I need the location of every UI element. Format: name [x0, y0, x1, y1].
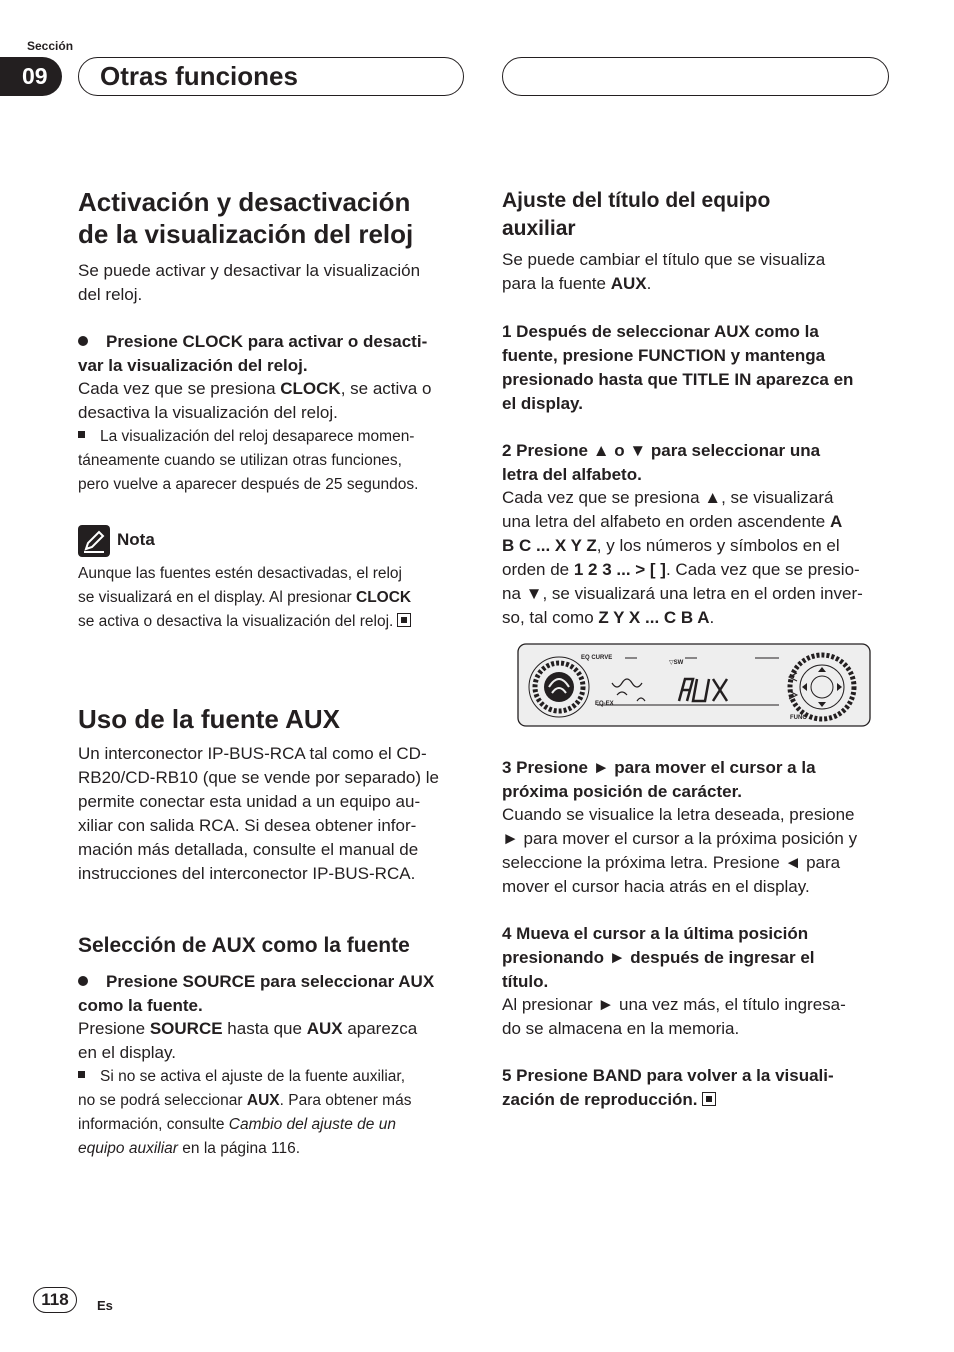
aux-line: mación más detallada, consulte el manual de	[78, 840, 419, 859]
language-code: Es	[97, 1298, 113, 1313]
title-adjust-heading	[502, 187, 902, 243]
clock-body1-post: , se activa o	[340, 379, 432, 398]
select-aux-instr-line1: Presione SOURCE para seleccionar AUX	[106, 972, 435, 991]
select-aux-body	[78, 1017, 478, 1065]
step-4-body-line: do se almacena en la memoria.	[502, 1019, 740, 1038]
select-aux-heading: Selección de AUX como la fuente	[78, 934, 410, 957]
step-4-line1: 4 Mueva el cursor a la última posición	[502, 924, 809, 943]
step-3-body-line: ► para mover el cursor a la próxima posición y	[502, 829, 858, 848]
aux-line: Un interconector IP-BUS-RCA tal como el CD-	[78, 744, 427, 763]
select-aux-instruction	[78, 970, 478, 1018]
step-3-line2: próxima posición de carácter.	[502, 782, 742, 801]
select-aux-body2: en el display.	[78, 1043, 176, 1062]
step-2	[502, 439, 902, 487]
step-4	[502, 922, 902, 994]
display-sw: ▽SW	[669, 660, 684, 666]
display-illustration	[517, 643, 871, 727]
cross-reference-link[interactable]: equipo auxiliar	[78, 1140, 178, 1157]
aux-heading: Uso de la fuente AUX	[78, 704, 340, 734]
bullet-icon	[78, 336, 88, 346]
step-4-body-line: Al presionar ► una vez más, el título ingresa-	[502, 995, 846, 1014]
step-2-bold: B C ... X Y Z	[502, 536, 597, 555]
clock-instr-line1: Presione CLOCK para activar o desacti-	[106, 332, 428, 351]
select-aux-note-text: . Para obtener más	[279, 1092, 412, 1109]
display-sw-label: SW	[673, 660, 684, 666]
square-bullet-icon	[78, 1071, 85, 1078]
step-2-bold: 1 2 3 ... > [ ]	[573, 560, 666, 579]
page-number: 118	[33, 1287, 77, 1313]
select-aux-note-text: en la página 116.	[177, 1140, 301, 1157]
aux-line: instrucciones del interconector IP-BUS-RCA.	[78, 864, 416, 883]
clock-note-line3: pero vuelve a aparecer después de 25 segundos.	[78, 476, 419, 493]
clock-body2: desactiva la visualización del reloj.	[78, 403, 338, 422]
step-2-body-line: na ▼, se visualizará una letra en el orden inver-	[502, 584, 863, 603]
step-2-body-line: Cada vez que se presiona ▲, se visualizará	[502, 488, 834, 507]
note-line1: Aunque las fuentes estén desactivadas, el reloj	[78, 565, 402, 582]
display-eq-curve: EQ CURVE	[581, 655, 613, 661]
select-aux-bold: AUX	[306, 1019, 343, 1038]
clock-note-line2: táneamente cuando se utilizan otras funciones,	[78, 452, 402, 469]
title-adjust-intro-line1: Se puede cambiar el título que se visualiza	[502, 250, 826, 269]
step-5-line1: 5 Presione BAND para volver a la visuali-	[502, 1066, 834, 1085]
step-2-text: una letra del alfabeto en orden ascendente	[502, 512, 830, 531]
clock-body1-bold: CLOCK	[280, 379, 341, 398]
title-adjust-intro-text: para la fuente	[502, 274, 611, 293]
clock-note	[78, 425, 478, 497]
select-aux-note-text: información, consulte	[78, 1116, 229, 1133]
step-1	[502, 320, 902, 416]
select-aux-text: Presione	[78, 1019, 150, 1038]
select-aux-note-line1: Si no se activa el ajuste de la fuente auxiliar,	[100, 1068, 406, 1085]
clock-body	[78, 377, 478, 425]
note-line3: se activa o desactiva la visualización del reloj.	[78, 613, 394, 630]
select-aux-text: hasta que	[222, 1019, 307, 1038]
title-adjust-intro	[502, 248, 902, 296]
display-func: FUNC	[790, 715, 807, 721]
step-4-line2: presionando ► después de ingresar el	[502, 948, 815, 967]
note-line2-bold: CLOCK	[356, 589, 412, 606]
step-4-line3: título.	[502, 972, 549, 991]
clock-heading-line1: Activación y desactivación	[78, 187, 411, 217]
clock-section	[78, 186, 478, 250]
title-adjust-intro-bold: AUX	[610, 274, 647, 293]
select-aux-text: aparezca	[342, 1019, 418, 1038]
step-2-text: so, tal como	[502, 608, 599, 627]
section-number-badge: 09	[0, 57, 62, 96]
end-mark-icon	[397, 613, 411, 627]
select-aux-note	[78, 1065, 478, 1161]
note-pencil-icon	[78, 525, 110, 557]
select-aux-bold: SOURCE	[149, 1019, 223, 1038]
step-1-line: el display.	[502, 394, 583, 413]
step-2-text: , y los números y símbolos en el	[596, 536, 840, 555]
section-label: Sección	[27, 39, 74, 53]
aux-line: xiliar con salida RCA. Si desea obtener infor-	[78, 816, 417, 835]
step-1-line: presionado hasta que TITLE IN aparezca en	[502, 370, 854, 389]
select-aux-instr-line2: como la fuente.	[78, 996, 203, 1015]
aux-line: RB20/CD-RB10 (que se vende por separado) le	[78, 768, 439, 787]
title-adjust-intro-text: .	[646, 274, 652, 293]
page-title: Otras funciones	[100, 61, 298, 91]
clock-note-line1: La visualización del reloj desaparece momen-	[100, 428, 415, 445]
step-4-body	[502, 993, 902, 1041]
step-3-body-line: Cuando se visualice la letra deseada, presione	[502, 805, 855, 824]
bullet-icon	[78, 976, 88, 986]
clock-body1-pre: Cada vez que se presiona	[78, 379, 281, 398]
step-3-body-line: seleccione la próxima letra. Presione ◄ para	[502, 853, 841, 872]
note-line2-pre: se visualizará en el display. Al presionar	[78, 589, 356, 606]
step-1-line: fuente, presione FUNCTION y mantenga	[502, 346, 826, 365]
note-label: Nota	[117, 530, 155, 549]
step-2-text: . Cada vez que se presio-	[665, 560, 860, 579]
header-empty-frame	[502, 57, 889, 96]
clock-heading	[78, 186, 478, 250]
step-5	[502, 1064, 902, 1112]
step-1-line: 1 Después de seleccionar AUX como la	[502, 322, 819, 341]
step-2-bold: A	[829, 512, 843, 531]
step-3-body	[502, 803, 902, 899]
title-adjust-heading-line2: auxiliar	[502, 217, 576, 240]
square-bullet-icon	[78, 431, 85, 438]
step-3-line1: 3 Presione ► para mover el cursor a la	[502, 758, 816, 777]
step-2-line2: letra del alfabeto.	[502, 465, 642, 484]
clock-intro	[78, 259, 478, 307]
step-2-bold: Z Y X ... C B A	[598, 608, 710, 627]
step-2-text: .	[709, 608, 715, 627]
select-aux-note-bold: AUX	[246, 1092, 280, 1109]
step-5-line2: zación de reproducción.	[502, 1090, 698, 1109]
step-2-line1: 2 Presione ▲ o ▼ para seleccionar una	[502, 441, 821, 460]
clock-intro-line2: del reloj.	[78, 285, 143, 304]
clock-instruction	[78, 330, 478, 378]
clock-instr-line2: var la visualización del reloj.	[78, 356, 308, 375]
clock-intro-line1: Se puede activar y desactivar la visualización	[78, 261, 421, 280]
clock-heading-line2: de la visualización del reloj	[78, 219, 414, 249]
display-eq-ex: EQ-EX	[595, 701, 614, 707]
end-mark-icon	[702, 1092, 716, 1106]
step-3	[502, 756, 902, 804]
aux-body	[78, 742, 478, 886]
step-2-body	[502, 486, 902, 630]
cross-reference-link[interactable]: Cambio del ajuste de un	[228, 1116, 396, 1133]
select-aux-note-text: no se podrá seleccionar	[78, 1092, 247, 1109]
step-3-body-line: mover el cursor hacia atrás en el display.	[502, 877, 810, 896]
aux-line: permite conectar esta unidad a un equipo au-	[78, 792, 421, 811]
step-2-text: orden de	[502, 560, 574, 579]
title-adjust-heading-line1: Ajuste del título del equipo	[502, 189, 771, 212]
note-body	[78, 562, 478, 634]
